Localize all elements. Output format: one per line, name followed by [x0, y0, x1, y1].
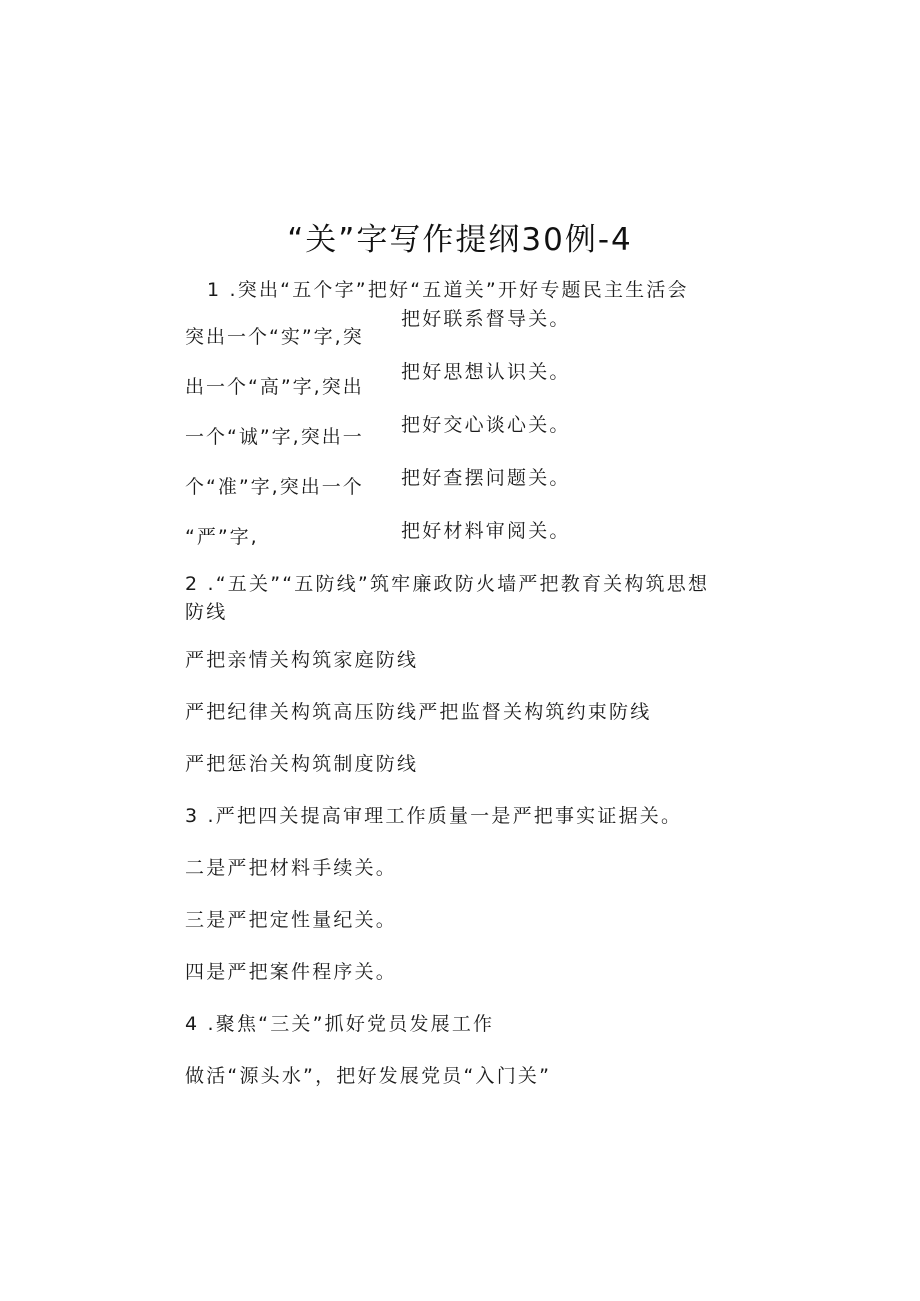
section-2-heading: 2 .“五关”“五防线”筑牢廉政防火墙严把教育关构筑思想: [185, 573, 710, 595]
section-2-line: 严把惩治关构筑制度防线: [185, 753, 419, 775]
section-1-left-line: 个“准”字,突出一个: [185, 476, 364, 498]
section-1-heading: 1 .突出“五个字”把好“五道关”开好专题民主生活会: [207, 279, 689, 301]
section-1-right-line: 把好思想认识关。: [401, 361, 571, 383]
section-4-heading: 4 .聚焦“三关”抓好党员发展工作: [185, 1013, 495, 1035]
section-2-line: 严把亲情关构筑家庭防线: [185, 649, 419, 671]
section-3-line: 二是严把材料手续关。: [185, 857, 398, 879]
section-2-heading-continued: 防线: [185, 601, 228, 623]
section-1-left-line: 突出一个“实”字,突: [185, 326, 364, 348]
section-3-line: 四是严把案件程序关。: [185, 961, 398, 983]
section-1-right-line: 把好联系督导关。: [401, 308, 571, 330]
section-1-left-line: “严”字,: [185, 526, 259, 548]
section-4-line: 做活“源头水”，把好发展党员“入门关”: [185, 1065, 552, 1087]
section-1-right-line: 把好查摆问题关。: [401, 467, 571, 489]
section-1-left-line: 出一个“高”字,突出: [185, 376, 364, 398]
section-3-line: 三是严把定性量纪关。: [185, 909, 398, 931]
section-1-right-line: 把好材料审阅关。: [401, 520, 571, 542]
section-2-line: 严把纪律关构筑高压防线严把监督关构筑约束防线: [185, 701, 652, 723]
section-1-right-column: [401, 305, 701, 570]
section-1-right-line: 把好交心谈心关。: [401, 414, 571, 436]
section-3-heading: 3 .严把四关提高审理工作质量一是严把事实证据关。: [185, 805, 683, 827]
document-title: “关”字写作提纲30例-4: [287, 222, 633, 258]
section-1-left-column: [185, 323, 390, 573]
section-1-left-line: 一个“诚”字,突出一: [185, 426, 364, 448]
